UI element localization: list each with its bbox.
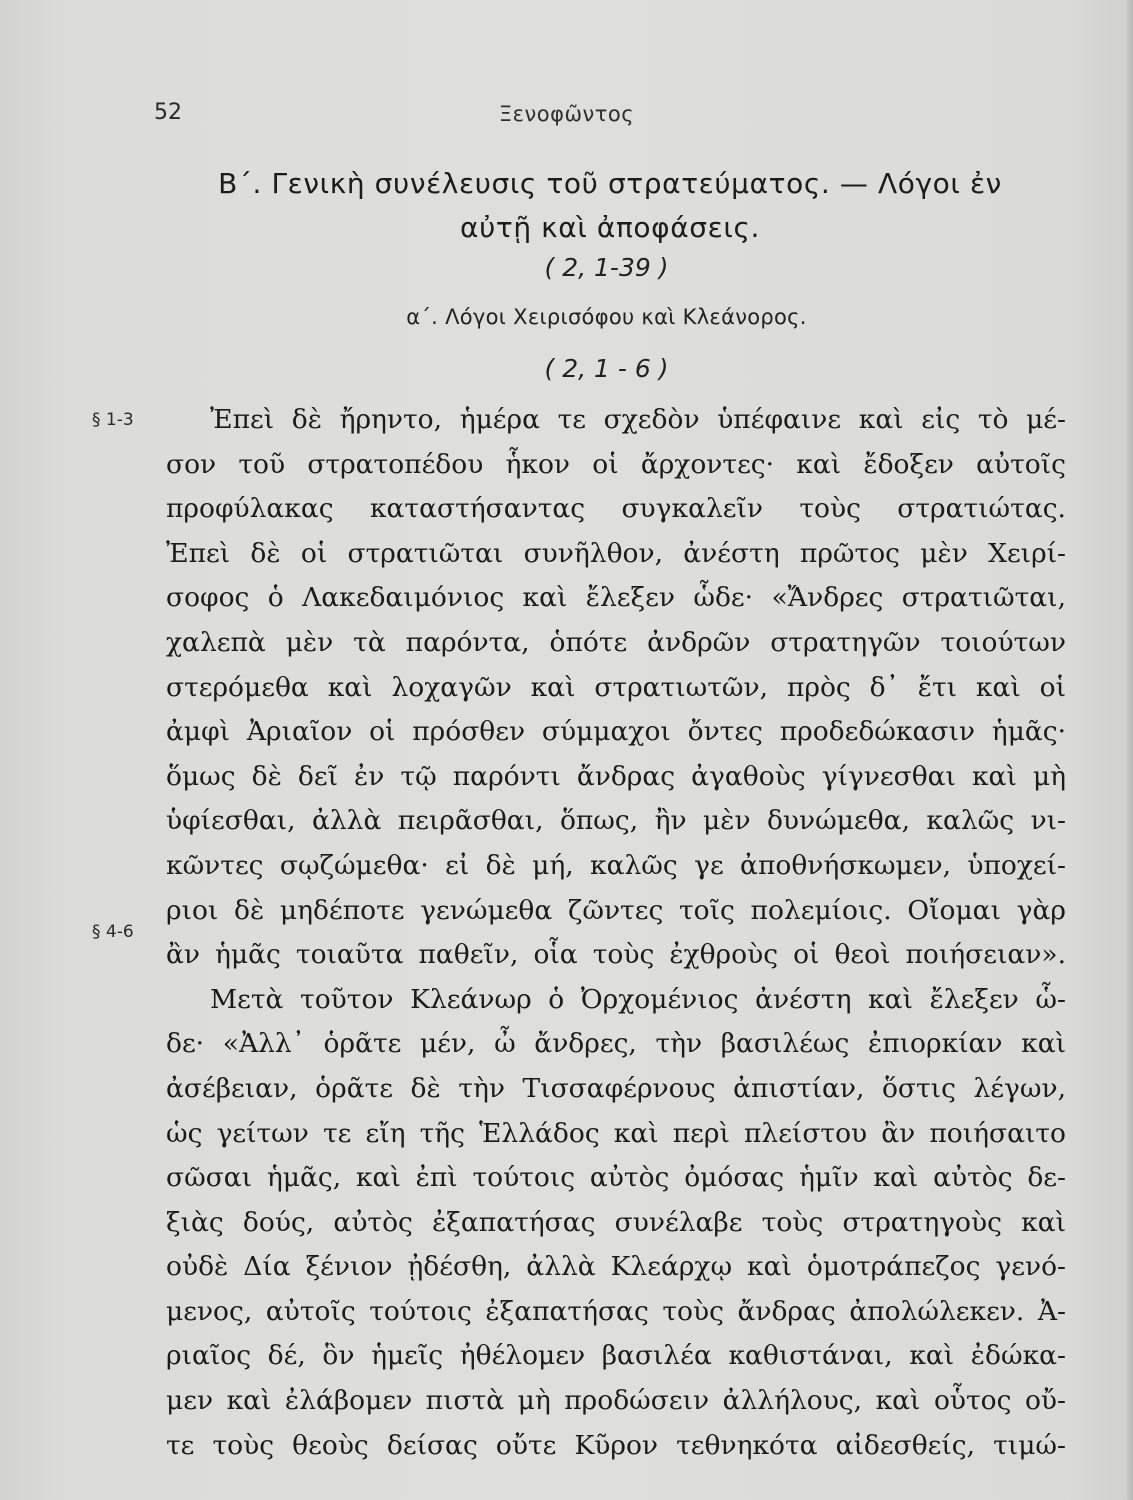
text-line: Ἐπεὶ δὲ οἱ στρατιῶται συνῆλθον, ἀνέστη πρῶτος μὲν Χειρί- xyxy=(166,537,1066,569)
text-line: ριοι δὲ μηδέποτε γενώμεθα ζῶντες τοῖς πολεμίοις. Οἴομαι γὰρ xyxy=(166,894,1066,926)
text-line: ξιὰς δούς, αὐτὸς ἐξαπατήσας συνέλαβε τοὺς στρατηγοὺς καὶ xyxy=(166,1206,1066,1238)
text-line: ἀμφὶ Ἀριαῖον οἱ πρόσθεν σύμμαχοι ὄντες προδεδώκασιν ἡμᾶς· xyxy=(166,716,1066,748)
text-line: χαλεπὰ μὲν τὰ παρόντα, ὁπότε ἀνδρῶν στρατηγῶν τοιούτων xyxy=(166,626,1066,658)
chapter-title-line-1: Β΄. Γενικὴ συνέλευσις τοῦ στρατεύματος. — Λόγοι ἐν xyxy=(218,167,1002,200)
section-reference: ( 2, 1 - 6 ) xyxy=(544,354,669,383)
text-line: δε· «Ἀλλ᾽ ὁρᾶτε μέν, ὦ ἄνδρες, τὴν βασιλέως ἐπιορκίαν καὶ xyxy=(166,1028,1066,1060)
text-line: σον τοῦ στρατοπέδου ἧκον οἱ ἄρχοντες· καὶ ἔδοξεν αὐτοῖς xyxy=(166,448,1066,480)
page-number: 52 xyxy=(154,100,182,125)
text-line: ἀσέβειαν, ὁρᾶτε δὲ τὴν Τισσαφέρνους ἀπιστίαν, ὅστις λέγων, xyxy=(166,1072,1066,1104)
text-line: τε τοὺς θεοὺς δείσας οὔτε Κῦρον τεθνηκότα αἰδεσθείς, τιμώ- xyxy=(166,1429,1066,1461)
paragraph-marker-1: § 1-3 xyxy=(92,410,134,430)
text-line: σοφος ὁ Λακεδαιμόνιος καὶ ἔλεξεν ὧδε· «Ἄνδρες στρατιῶται, xyxy=(166,582,1066,614)
body-text xyxy=(166,398,1066,1468)
text-line: μενος, αὐτοῖς τούτοις ἐξαπατήσας τοὺς ἄνδρας ἀπολώλεκεν. Ἀ- xyxy=(166,1295,1066,1327)
text-line: προφύλακας καταστήσαντας συγκαλεῖν τοὺς στρατιώτας. xyxy=(166,493,1066,525)
chapter-title xyxy=(170,162,1050,250)
chapter-reference: ( 2, 1-39 ) xyxy=(544,253,669,282)
text-line: σῶσαι ἡμᾶς, καὶ ἐπὶ τούτοις αὐτὸς ὀμόσας ἡμῖν καὶ αὐτὸς δε- xyxy=(166,1162,1066,1194)
text-line: μεν καὶ ἐλάβομεν πιστὰ μὴ προδώσειν ἀλλήλους, καὶ οὗτος οὔ- xyxy=(166,1385,1066,1417)
page-header xyxy=(0,100,1133,134)
text-line: οὐδὲ Δία ξένιον ᾐδέσθη, ἀλλὰ Κλεάρχῳ καὶ ὁμοτράπεζος γενό- xyxy=(166,1251,1066,1283)
text-line: Ἐπεὶ δὲ ἤρηντο, ἡμέρα τε σχεδὸν ὑπέφαινε καὶ εἰς τὸ μέ- xyxy=(210,404,1066,435)
text-line: ἂν ἡμᾶς τοιαῦτα παθεῖν, οἷα τοὺς ἐχθροὺς οἱ θεοὶ ποιήσειαν». xyxy=(166,939,1066,971)
text-line: ὑφίεσθαι, ἀλλὰ πειρᾶσθαι, ὅπως, ἢν μὲν δυνώμεθα, καλῶς νι- xyxy=(166,805,1066,837)
paragraph-marker-2: § 4-6 xyxy=(92,922,134,942)
text-line: ὡς γείτων τε εἴη τῆς Ἑλλάδος καὶ περὶ πλείστου ἂν ποιήσαιτο xyxy=(166,1117,1066,1149)
page-edge xyxy=(1127,0,1133,1500)
section-title: α΄. Λόγοι Χειρισόφου καὶ Κλεάνορος. xyxy=(406,305,807,329)
text-line: Μετὰ τοῦτον Κλεάνωρ ὁ Ὀρχομένιος ἀνέστη καὶ ἔλεξεν ὧ- xyxy=(210,983,1066,1015)
chapter-title-line-2: αὐτῇ καὶ ἀποφάσεις. xyxy=(460,211,760,244)
text-line: στερόμεθα καὶ λοχαγῶν καὶ στρατιωτῶν, πρὸς δ᾽ ἔτι καὶ οἱ xyxy=(166,671,1066,703)
text-line: ὅμως δὲ δεῖ ἐν τῷ παρόντι ἄνδρας ἀγαθοὺς γίγνεσθαι καὶ μὴ xyxy=(166,760,1066,792)
text-line: κῶντες σῳζώμεθα· εἰ δὲ μή, καλῶς γε ἀποθνήσκωμεν, ὑποχεί- xyxy=(166,849,1066,881)
running-head: Ξενοφῶντος xyxy=(498,102,635,126)
text-line: ριαῖος δέ, ὃν ἡμεῖς ἠθέλομεν βασιλέα καθιστάναι, καὶ ἐδώκα- xyxy=(166,1340,1066,1372)
